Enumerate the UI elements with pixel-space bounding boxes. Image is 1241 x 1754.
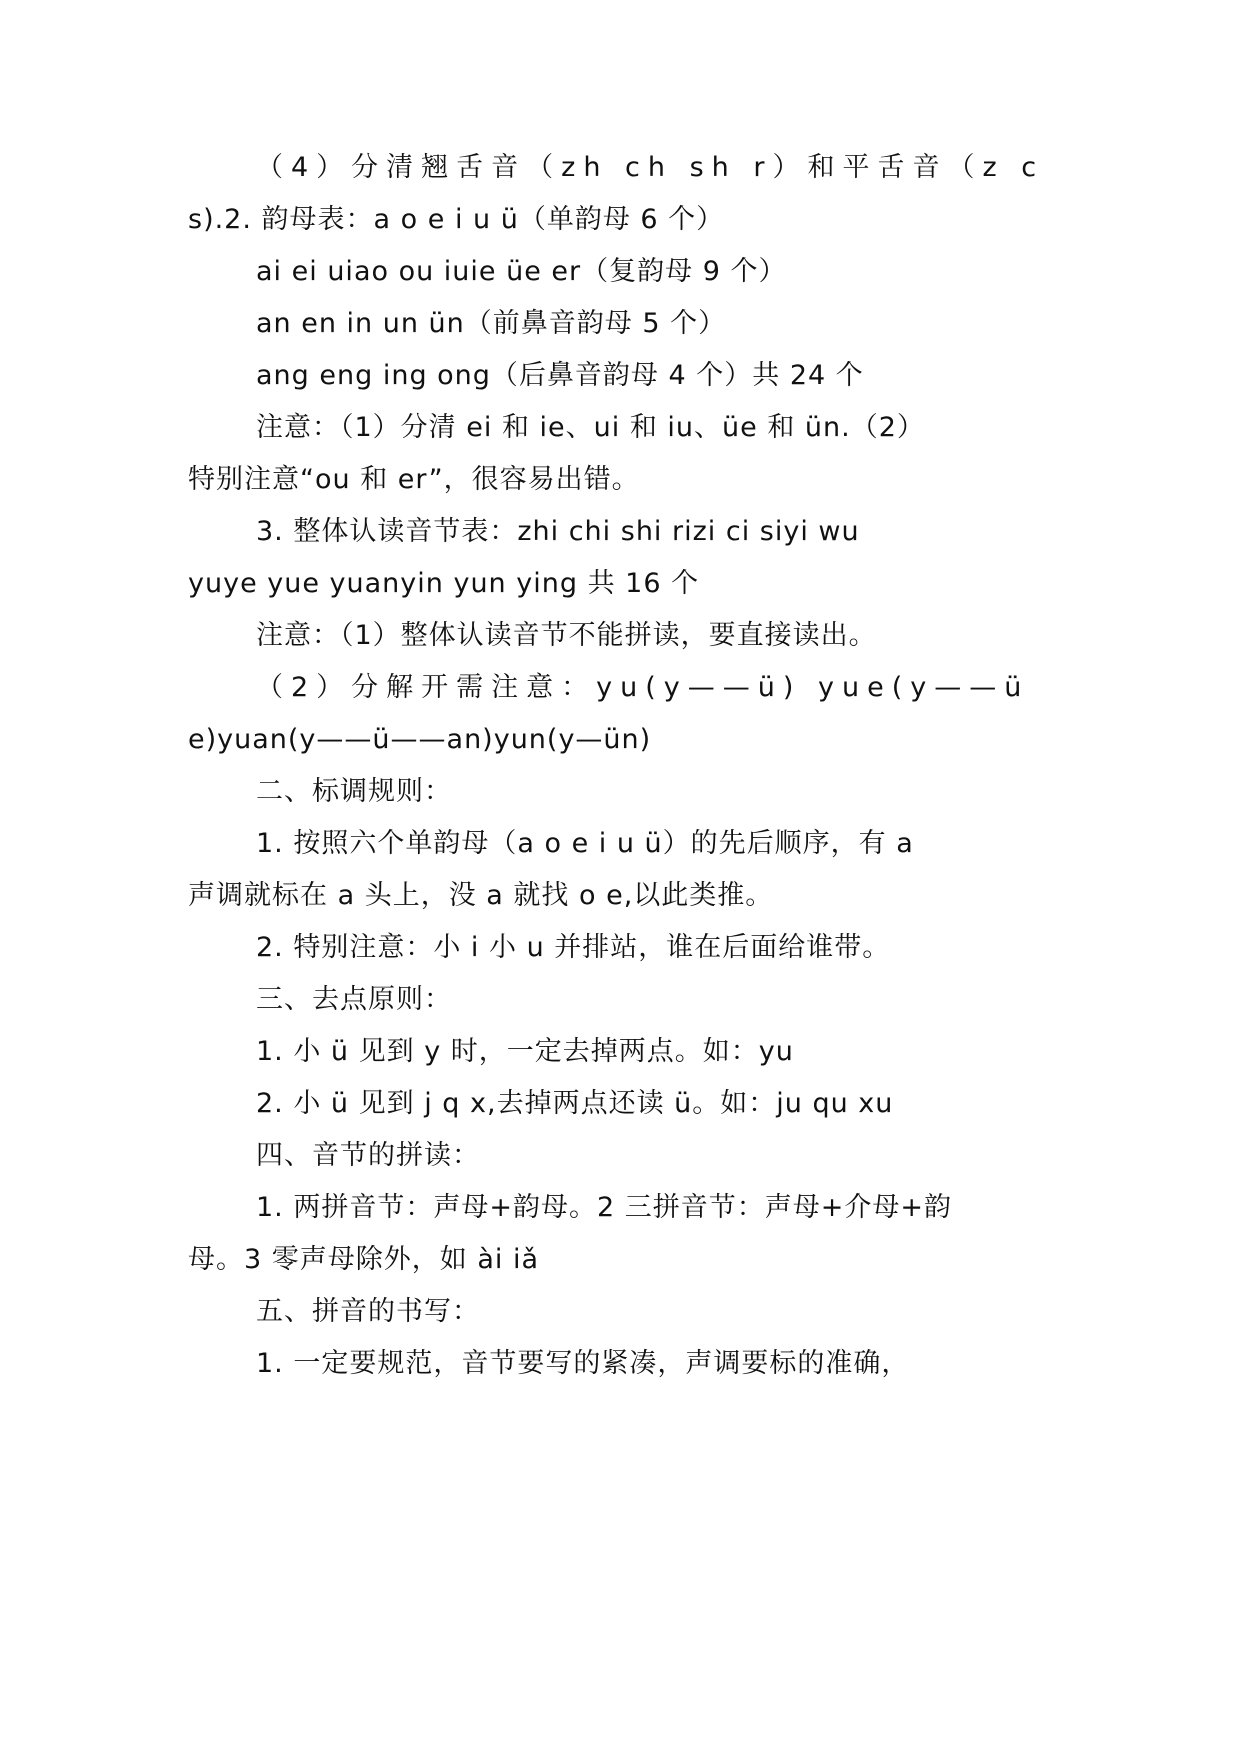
text-line-21: 1. 两拼音节：声母+韵母。2 三拼音节：声母+介母+韵 <box>256 1192 952 1223</box>
text-line-14: 1. 按照六个单韵母（a o e i u ü）的先后顺序，有 a <box>256 828 914 859</box>
section-heading-pinyin-writing: 五、拼音的书写： <box>256 1296 480 1327</box>
text-line-9: yuye yue yuanyin yun ying 共 16 个 <box>188 568 700 599</box>
section-heading-dot-removal: 三、去点原则： <box>256 984 452 1015</box>
text-line-16: 2. 特别注意：小 i 小 u 并排站，谁在后面给谁带。 <box>256 932 891 963</box>
text-line-4: an en in un ün（前鼻音韵母 5 个） <box>256 308 727 339</box>
text-line-10: 注意：（1）整体认读音节不能拼读，要直接读出。 <box>256 620 877 651</box>
section-heading-syllable-reading: 四、音节的拼读： <box>256 1140 480 1171</box>
text-line-6: 注意：（1）分清 ei 和 ie、ui 和 iu、üe 和 ün.（2） <box>256 412 925 443</box>
text-line-15: 声调就标在 a 头上，没 a 就找 o e,以此类推。 <box>188 880 774 911</box>
text-line-7: 特别注意“ou 和 er”，很容易出错。 <box>188 464 640 495</box>
section-heading-tone-rules: 二、标调规则： <box>256 776 452 807</box>
text-line-11: （2）分解开需注意：yu(y——ü) yue(y——ü <box>256 672 1030 703</box>
text-line-22: 母。3 零声母除外，如 ài iǎ <box>188 1244 540 1275</box>
text-line-5: ang eng ing ong（后鼻音韵母 4 个）共 24 个 <box>256 360 864 391</box>
text-line-24: 1. 一定要规范，音节要写的紧凑，声调要标的准确， <box>256 1348 910 1379</box>
text-line-19: 2. 小 ü 见到 j q x,去掉两点还读 ü。如：ju qu xu <box>256 1088 894 1119</box>
text-line-8: 3. 整体认读音节表：zhi chi shi rizi ci siyi wu <box>256 516 860 547</box>
text-line-12: e)yuan(y——ü——an)yun(y—ün) <box>188 724 652 755</box>
text-line-18: 1. 小 ü 见到 y 时，一定去掉两点。如：yu <box>256 1036 794 1067</box>
text-line-2: s).2. 韵母表：a o e i u ü（单韵母 6 个） <box>188 204 725 235</box>
text-line-1: （4）分清翘舌音（zh ch sh r）和平舌音（z c <box>256 152 1045 183</box>
text-line-3: ai ei uiao ou iuie üe er（复韵母 9 个） <box>256 256 787 287</box>
